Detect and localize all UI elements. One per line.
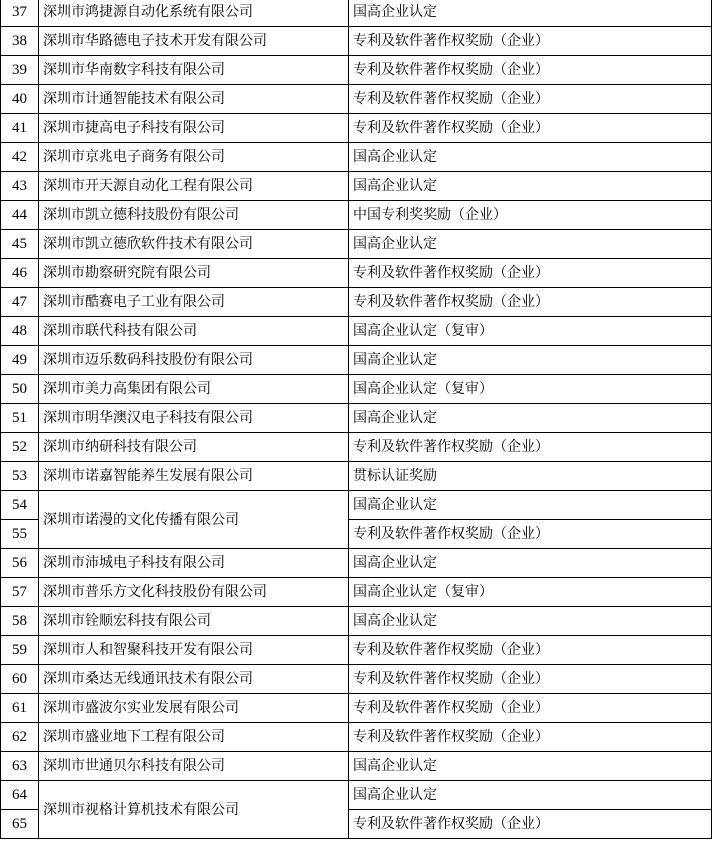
company-name: 深圳市诺嘉智能养生发展有限公司 — [39, 462, 349, 491]
company-name: 深圳市勘察研究院有限公司 — [39, 259, 349, 288]
table-row — [1, 549, 712, 578]
row-number: 56 — [1, 549, 39, 578]
company-name: 深圳市诺漫的文化传播有限公司 — [39, 491, 349, 549]
award-type: 国高企业认定（复审） — [349, 317, 712, 346]
table-row — [1, 85, 712, 114]
award-type: 国高企业认定 — [349, 0, 712, 27]
row-number: 63 — [1, 752, 39, 781]
award-type: 专利及软件著作权奖励（企业） — [349, 810, 712, 839]
row-number: 40 — [1, 85, 39, 114]
row-number: 42 — [1, 143, 39, 172]
row-number: 39 — [1, 56, 39, 85]
award-type: 国高企业认定 — [349, 781, 712, 810]
award-type: 中国专利奖奖励（企业） — [349, 201, 712, 230]
award-type: 专利及软件著作权奖励（企业） — [349, 433, 712, 462]
company-name: 深圳市明华澳汉电子科技有限公司 — [39, 404, 349, 433]
row-number: 46 — [1, 259, 39, 288]
row-number: 65 — [1, 810, 39, 839]
table-row — [1, 636, 712, 665]
table-row — [1, 172, 712, 201]
award-type: 专利及软件著作权奖励（企业） — [349, 665, 712, 694]
award-type: 贯标认证奖励 — [349, 462, 712, 491]
table-row — [1, 752, 712, 781]
award-type: 专利及软件著作权奖励（企业） — [349, 636, 712, 665]
row-number: 45 — [1, 230, 39, 259]
row-number: 64 — [1, 781, 39, 810]
table-row — [1, 665, 712, 694]
company-name: 深圳市凯立德欣软件技术有限公司 — [39, 230, 349, 259]
company-name: 深圳市华南数字科技有限公司 — [39, 56, 349, 85]
award-type: 专利及软件著作权奖励（企业） — [349, 259, 712, 288]
award-type: 国高企业认定 — [349, 607, 712, 636]
table-row — [1, 404, 712, 433]
row-number: 41 — [1, 114, 39, 143]
award-type: 国高企业认定（复审） — [349, 375, 712, 404]
company-name: 深圳市沛城电子科技有限公司 — [39, 549, 349, 578]
company-name: 深圳市鸿捷源自动化系统有限公司 — [39, 0, 349, 27]
row-number: 55 — [1, 520, 39, 549]
table-row — [1, 230, 712, 259]
row-number: 44 — [1, 201, 39, 230]
company-name: 深圳市桑达无线通讯技术有限公司 — [39, 665, 349, 694]
award-type: 国高企业认定 — [349, 143, 712, 172]
row-number: 58 — [1, 607, 39, 636]
table-row — [1, 317, 712, 346]
table-row — [1, 694, 712, 723]
table-row — [1, 143, 712, 172]
award-type: 国高企业认定 — [349, 549, 712, 578]
award-type: 国高企业认定 — [349, 404, 712, 433]
company-name: 深圳市京兆电子商务有限公司 — [39, 143, 349, 172]
row-number: 54 — [1, 491, 39, 520]
company-name: 深圳市华路德电子技术开发有限公司 — [39, 27, 349, 56]
company-name: 深圳市凯立德科技股份有限公司 — [39, 201, 349, 230]
company-name: 深圳市视格计算机技术有限公司 — [39, 781, 349, 839]
table-row — [1, 375, 712, 404]
award-type: 专利及软件著作权奖励（企业） — [349, 520, 712, 549]
row-number: 52 — [1, 433, 39, 462]
row-number: 48 — [1, 317, 39, 346]
table-row — [1, 288, 712, 317]
company-name: 深圳市普乐方文化科技股份有限公司 — [39, 578, 349, 607]
table-row — [1, 27, 712, 56]
row-number: 50 — [1, 375, 39, 404]
row-number: 51 — [1, 404, 39, 433]
award-type: 国高企业认定 — [349, 230, 712, 259]
table-row — [1, 781, 712, 810]
row-number: 61 — [1, 694, 39, 723]
company-name: 深圳市人和智聚科技开发有限公司 — [39, 636, 349, 665]
table-row — [1, 114, 712, 143]
award-type: 专利及软件著作权奖励（企业） — [349, 114, 712, 143]
award-table-body — [1, 0, 712, 839]
company-name: 深圳市美力高集团有限公司 — [39, 375, 349, 404]
table-row — [1, 201, 712, 230]
table-row — [1, 259, 712, 288]
row-number: 59 — [1, 636, 39, 665]
award-type: 专利及软件著作权奖励（企业） — [349, 723, 712, 752]
company-name: 深圳市盛业地下工程有限公司 — [39, 723, 349, 752]
company-name: 深圳市联代科技有限公司 — [39, 317, 349, 346]
award-type: 国高企业认定 — [349, 491, 712, 520]
company-name: 深圳市酷赛电子工业有限公司 — [39, 288, 349, 317]
company-name: 深圳市计通智能技术有限公司 — [39, 85, 349, 114]
row-number: 49 — [1, 346, 39, 375]
award-type: 国高企业认定 — [349, 346, 712, 375]
award-type: 专利及软件著作权奖励（企业） — [349, 288, 712, 317]
row-number: 53 — [1, 462, 39, 491]
row-number: 38 — [1, 27, 39, 56]
table-row — [1, 462, 712, 491]
award-type: 国高企业认定 — [349, 752, 712, 781]
table-row — [1, 0, 712, 27]
row-number: 57 — [1, 578, 39, 607]
table-row — [1, 723, 712, 752]
award-type: 国高企业认定（复审） — [349, 578, 712, 607]
company-name: 深圳市迈乐数码科技股份有限公司 — [39, 346, 349, 375]
row-number: 47 — [1, 288, 39, 317]
company-name: 深圳市纳研科技有限公司 — [39, 433, 349, 462]
award-type: 专利及软件著作权奖励（企业） — [349, 27, 712, 56]
company-name: 深圳市捷高电子科技有限公司 — [39, 114, 349, 143]
company-name: 深圳市世通贝尔科技有限公司 — [39, 752, 349, 781]
row-number: 37 — [1, 0, 39, 27]
company-name: 深圳市开天源自动化工程有限公司 — [39, 172, 349, 201]
row-number: 43 — [1, 172, 39, 201]
table-row — [1, 346, 712, 375]
company-name: 深圳市铨顺宏科技有限公司 — [39, 607, 349, 636]
table-row — [1, 578, 712, 607]
table-row — [1, 433, 712, 462]
table-row — [1, 607, 712, 636]
row-number: 60 — [1, 665, 39, 694]
award-type: 国高企业认定 — [349, 172, 712, 201]
table-row — [1, 491, 712, 520]
award-type: 专利及软件著作权奖励（企业） — [349, 85, 712, 114]
award-type: 专利及软件著作权奖励（企业） — [349, 694, 712, 723]
row-number: 62 — [1, 723, 39, 752]
award-type: 专利及软件著作权奖励（企业） — [349, 56, 712, 85]
company-name: 深圳市盛波尔实业发展有限公司 — [39, 694, 349, 723]
table-row — [1, 56, 712, 85]
